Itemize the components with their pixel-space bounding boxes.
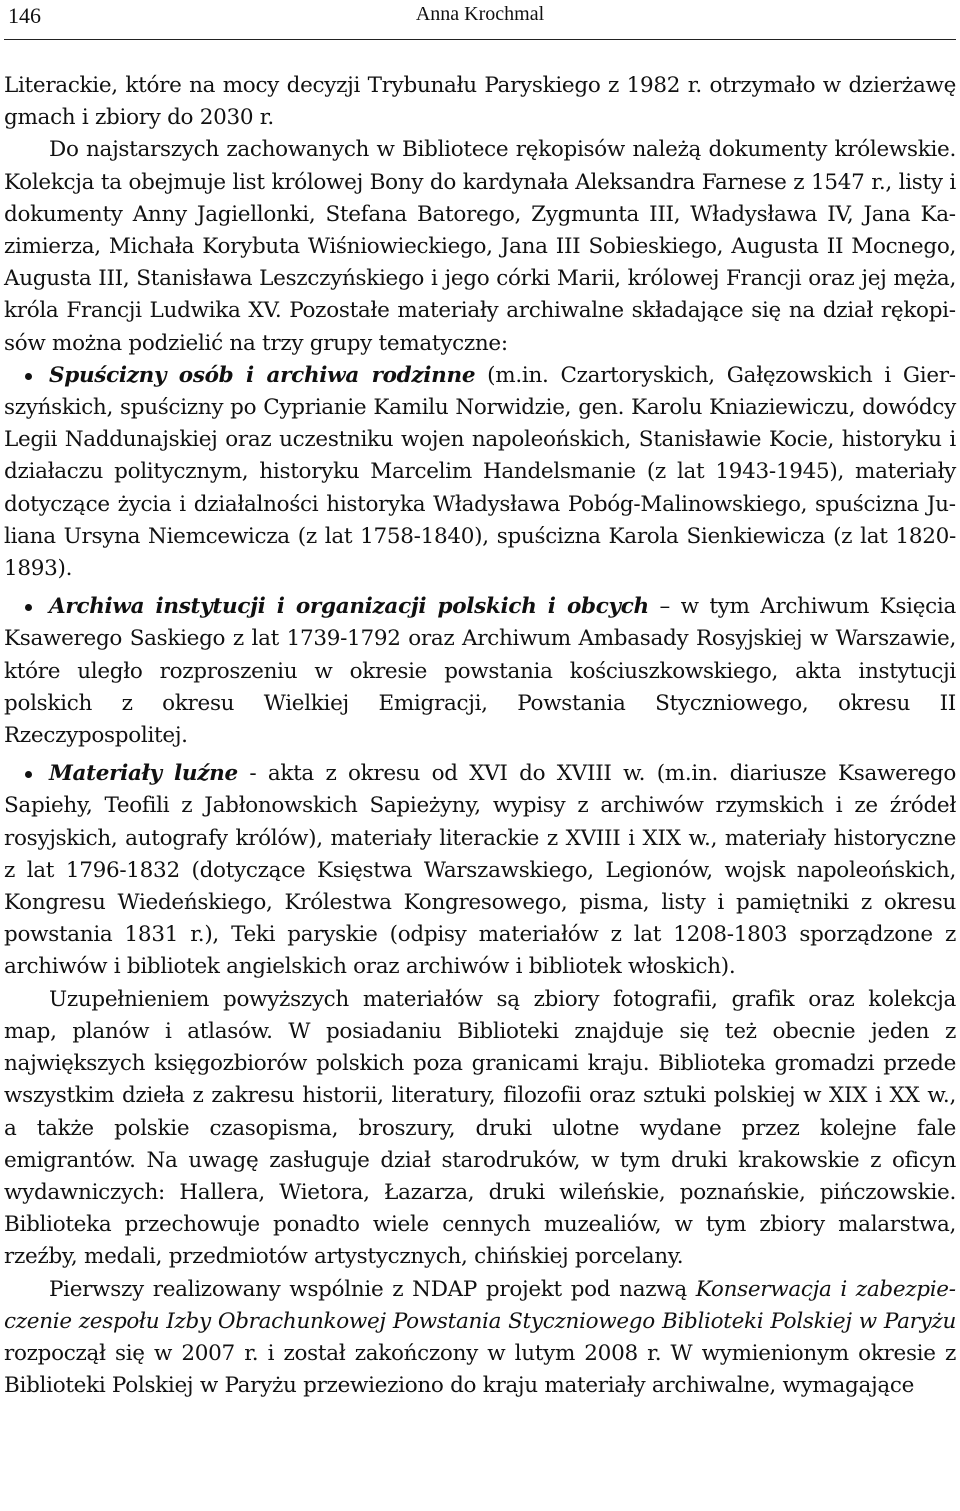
paragraph-royal-documents: Do najstarszych zachowanych w Bibliotece rękopisów należą dokumenty królewskie. Kolekcja ta obejmuje list królowej Bony do kardynała Aleksandra Farnese z 1547 r., listy i dokumenty Anny Jagiellonki, Stefana Batorego, Zygmunta III, Władysława IV, Jana Kazimierza, Michała Korybuta Wiśniowieckiego, Jana III Sobieskiego, Augusta II Mocnego, Augusta III, Stanisława Leszczyńskiego i jego córki Marii, królowej Francji oraz jej męża, króla Francji Ludwika XV. Pozostałe materiały archiwalne składające się na dział rękopisów można podzielić na trzy grupy tematyczne: <box>4 137 956 356</box>
list-item-institution-archives <box>4 591 956 752</box>
list-item-heading: Archiwa instytucji i organizacji polskich i obcych <box>49 594 649 620</box>
list-item-loose-materials <box>4 758 956 983</box>
paragraph-collections: Uzupełnieniem powyższych materiałów są zbiory fotografii, grafik oraz kolekcja map, planów i atlasów. W posiadaniu Biblioteki znajduje się też obecnie jeden z największych księgozbiorów polskich poza granicami kraju. Biblioteka gromadzi przede wszystkim dzieła z zakresu historii, literatury, filozofii oraz sztuki polskiej w XIX i XX w., a także polskie czasopisma, broszury, druki ulotne wydane przez kolejne fale emigrantów. Na uwagę zasługuje dział starodruków, w tym druki krakowskie z oficyn wydawniczych: Hallera, Wietora, Łazarza, druki wileńskie, poznańskie, pińczowskie. Biblioteka przechowuje ponadto wiele cennych muzealiów, w tym zbiory malarstwa, rzeźby, medali, przedmiotów artystycznych, chińskiej porcelany. <box>4 986 956 1270</box>
page-number: 146 <box>8 3 41 28</box>
page-header <box>4 0 956 40</box>
paragraph-conservation-project <box>4 1274 956 1403</box>
paragraph-continuation: Literackie, które na mocy decyzji Trybunału Paryskiego z 1982 r. otrzymało w dzierżawę gmach i zbiory do 2030 r. <box>4 73 956 131</box>
list-item-personal-legacies <box>4 360 956 585</box>
bullet-icon <box>25 771 32 778</box>
bullet-icon <box>25 604 32 611</box>
paragraph-text: Pierwszy realizowany wspólnie z NDAP projekt pod nazwą <box>49 1276 696 1302</box>
list-item-text: (m.in. Czartoryskich, Gałęzowskich i Gierszyńskich, spuścizny po Cyprianie Kamilu Norwidzie, gen. Karolu Kniaziewiczu, dowódcy Legii Naddunajskiej oraz uczestniku wojen napoleońskich, Stanisławie Kocie, historyku i działaczu politycznym, historyku Marcelim Handelsmanie (z lat 1943-1945), materiały dotyczące życia i działalności historyka Władysława Pobóg-Malinowskiego, spuścizna Juliana Ursyna Niemcewicza (z lat 1758-1840), spuścizna Karola Sienkiewicza (z lat 1820-1893). <box>4 362 956 582</box>
bullet-icon <box>25 373 32 380</box>
project-title: Konserwacja i zabezpieczenie zespołu Izby Obrachunkowej Powstania Styczniowego Biblioteki Polskiej w Paryżu <box>4 1276 956 1334</box>
running-head-author: Anna Krochmal <box>415 3 545 25</box>
list-item-text: - akta z okresu od XVI do XVIII w. (m.in. diariusze Ksawerego Sapiehy, Teofili z Jabłonowskich Sapieżyny, wypisy z archiwów rzymskich i ze źródeł rosyjskich, autografy królów), materiały literackie z XVIII i XIX w., materiały historyczne z lat 1796-1832 (dotyczące Księstwa Warszawskiego, Legionów, wojsk napoleońskich, Kongresu Wiedeńskiego, Królestwa Kongresowego, pisma, listy i pamiętniki z okresu powstania 1831 r.), Teki paryskie (odpisy materiałów z lat 1208-1803 sporządzone z archiwów i bibliotek angielskich oraz archiwów i bibliotek włoskich). <box>4 761 956 980</box>
list-item-heading: Spuścizny osób i archiwa rodzinne <box>49 362 476 388</box>
list-item-heading: Materiały luźne <box>49 761 238 787</box>
paragraph-text: rozpoczął się w 2007 r. i został zakończony w lutym 2008 r. W wymienionym okresie z Biblioteki Polskiej w Paryżu przewieziono do kraju materiały archiwalne, wymagające <box>4 1340 956 1399</box>
list-item-text: – w tym Archiwum Księcia Ksawerego Saskiego z lat 1739-1792 oraz Archiwum Ambasady Rosyjskiej w Warszawie, które uległo rozproszeniu w okresie powstania kościuszkowskiego, akta instytucji polskich z okresu Wielkiej Emigracji, Powstania Styczniowego, okresu II Rzeczypospolitej. <box>4 594 957 749</box>
header-rule <box>4 39 956 40</box>
page-body <box>4 40 956 1402</box>
